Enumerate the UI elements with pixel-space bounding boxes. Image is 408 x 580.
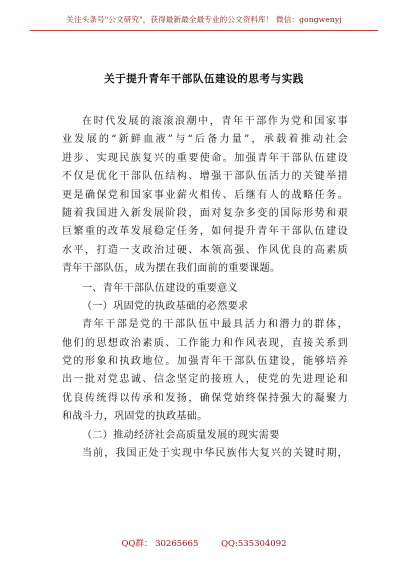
subsection-heading: （一）巩固党的执政基础的必然要求 (82, 300, 249, 312)
paragraph-line: 进步、实现民族复兴的重要使命。加强青年干部队伍建设 (62, 152, 348, 164)
paragraph-line: 更是确保党和国家事业薪火相传、后继有人的战略任务。 (62, 189, 348, 201)
paragraph-line: 和战斗力，巩固党的执政基础。 (62, 411, 208, 423)
paragraph-line: 当前，我国正处于实现中华民族伟大复兴的关键时期， (82, 448, 348, 460)
paragraph-line: 青年干部队伍，成为摆在我们面前的重要课题。 (62, 263, 281, 275)
section-heading: 一、青年干部队伍建设的重要意义 (82, 282, 238, 294)
header-banner (30, 14, 378, 25)
paragraph-line: 巨繁重的改革发展稳定任务，如何提升青年干部队伍建设 (62, 226, 348, 238)
footer-qq: QQ:535304092 (221, 539, 287, 549)
paragraph-line: 水平，打造一支政治过硬、本领高强、作风优良的高素质 (62, 244, 348, 256)
paragraph-line: 青年干部是党的干部队伍中最具活力和潜力的群体， (82, 319, 348, 331)
paragraph-line: 随着我国进入新发展阶段，面对复杂多变的国际形势和艰 (62, 207, 348, 219)
paragraph-line: 党的形象和执政地位。加强青年干部队伍建设，能够培养 (62, 356, 348, 368)
header-divider (30, 30, 378, 31)
paragraph-line: 不仅是优化干部队伍结构、增强干部队伍活力的关键举措 (62, 171, 348, 183)
header-banner-text: 关注头条号"公文研究"，获得最新最全最专业的公文资料库！ 微信：gongwenyj (66, 15, 342, 24)
footer-contact (0, 537, 408, 549)
paragraph-line: 在时代发展的滚滚浪潮中，青年干部作为党和国家事 (82, 116, 348, 127)
footer-qq-group: QQ群： 30265665 (121, 539, 199, 549)
paragraph-line: 他们的思想政治素质、工作能力和作风表现，直接关系到 (62, 337, 348, 349)
paragraph-line: 出一批对党忠诚、信念坚定的接班人，使党的先进理论和 (62, 374, 348, 386)
document-title: 关于提升青年干部队伍建设的思考与实践 (104, 73, 304, 85)
document-body (62, 113, 348, 463)
paragraph-line: 业发展的“新鲜血液”与“后备力量”，承载着推动社会 (62, 134, 348, 146)
paragraph-line: 优良传统得以传承和发扬，确保党始终保持强大的凝聚力 (62, 392, 348, 404)
subsection-heading: （二）推动经济社会高质量发展的现实需要 (82, 429, 280, 441)
